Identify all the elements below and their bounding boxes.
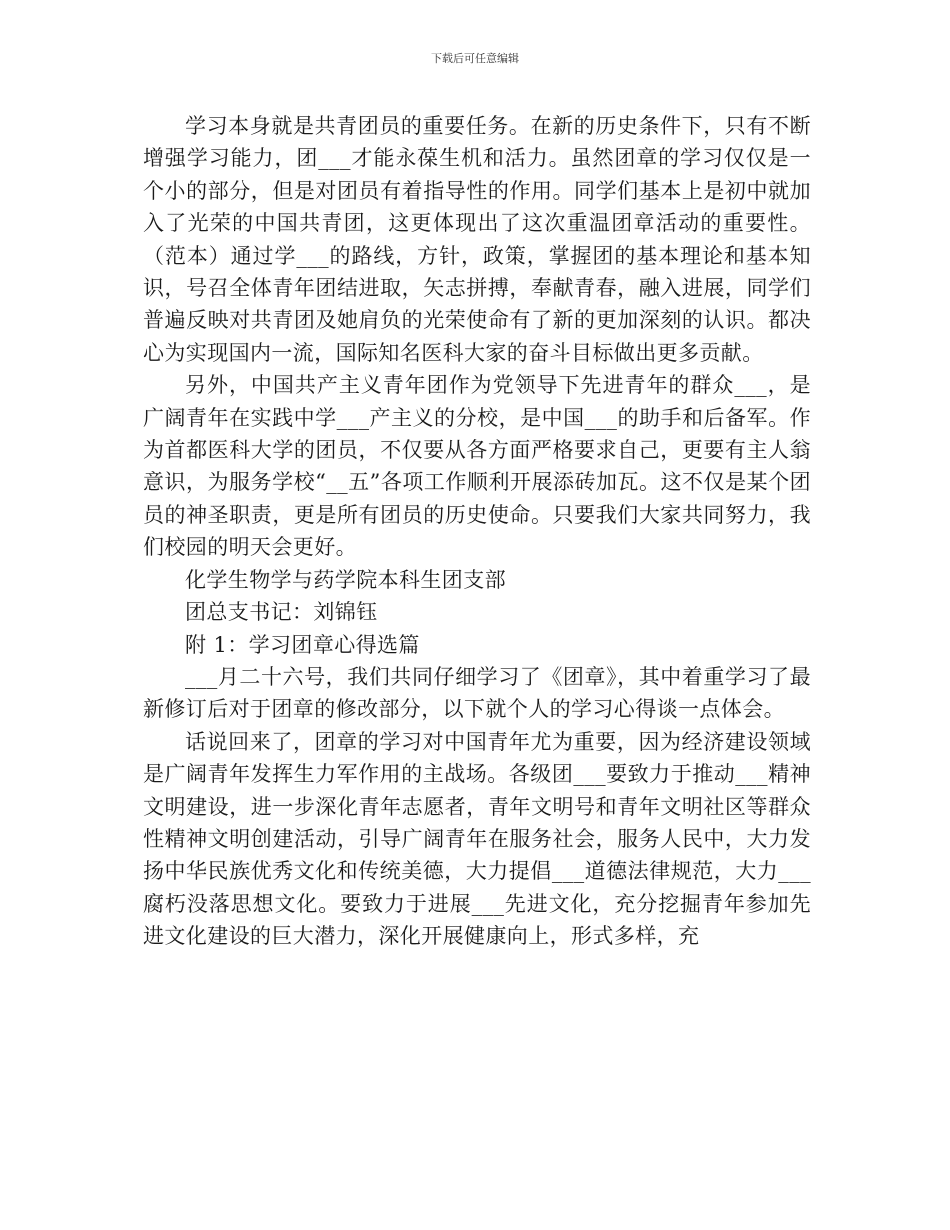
signature-secretary: 团总支书记：刘锦钰 (185, 600, 378, 625)
paragraph-appendix-body: 话说回来了，团章的学习对中国青年尤为重要，因为经济建设领域是广阔青年发挥生力军作用的主战场。各级团___要致力于推动___精神文明建设，进一步深化青年志愿者，青年文明号和青年文明社区等群众性精神文明创建活动，引导广阔青年在服务社会，服务人民中，大力发扬中华民族优秀文化和传统美德，大力提倡___道德法律规范，大力___腐朽没落思想文化。要致力于进展___先进文化，充分挖掘青年参加先进文化建设的巨大潜力，深化开展健康向上，形式多样，充 (143, 729, 811, 949)
appendix-title: 附 1：学习团章心得选篇 (185, 632, 420, 657)
signature-branch: 化学生物学与药学院本科生团支部 (185, 567, 506, 592)
paragraph-appendix-intro: ___月二十六号，我们共同仔细学习了《团章》，其中着重学习了最新修订后对于团章的修改部分，以下就个人的学习心得谈一点体会。 (143, 664, 811, 722)
page-header: 下载后可任意编辑 (431, 52, 519, 65)
paragraph-study-importance: 学习本身就是共青团员的重要任务。在新的历史条件下，只有不断增强学习能力，团___才能永葆生机和活力。虽然团章的学习仅仅是一个小的部分，但是对团员有着指导性的作用。同学们基本上是初中就加入了光荣的中国共青团，这更体现出了这次重温团章活动的重要性。（范本）通过学___的路线，方针，政策，掌握团的基本理论和基本知识，号召全体青年团结进取，矢志拼搏，奉献青春，融入进展，同学们普遍反映对共青团及她肩负的光荣使命有了新的更加深刻的认识。都决心为实现国内一流，国际知名医科大家的奋斗目标做出更多贡献。 (143, 114, 811, 365)
paragraph-league-role: 另外，中国共产主义青年团作为党领导下先进青年的群众___，是广阔青年在实践中学___产主义的分校，是中国___的助手和后备军。作为首都医科大学的团员，不仅要从各方面严格要求自己，更要有主人翁意识，为服务学校“__五”各项工作顺利开展添砖加瓦。这不仅是某个团员的神圣职责，更是所有团员的历史使命。只要我们大家共同努力，我们校园的明天会更好。 (143, 373, 811, 560)
document-body (143, 110, 811, 953)
